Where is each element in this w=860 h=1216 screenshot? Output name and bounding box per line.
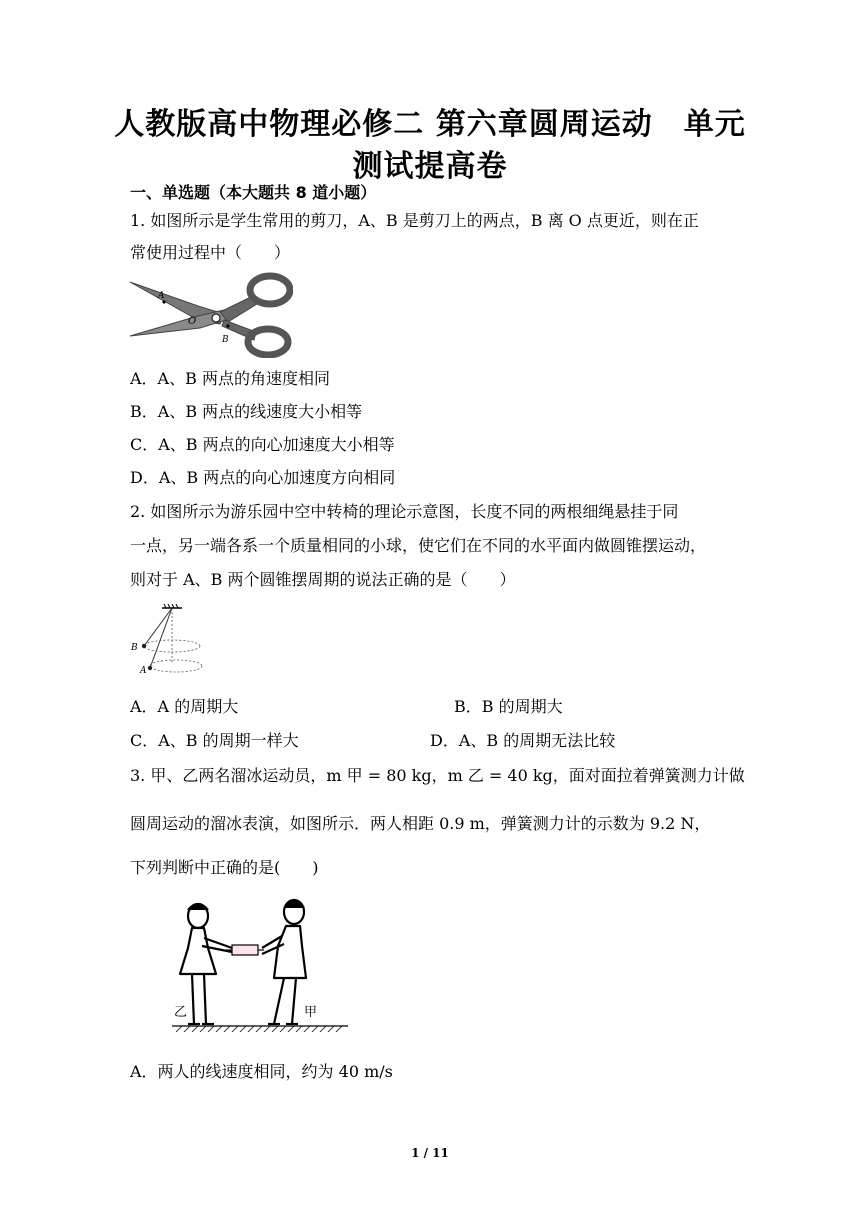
section-heading: 一、单选题（本大题共 8 道小题） [130,183,377,202]
scissors-label-a: A [158,291,165,301]
q3-stem-line-3: 下列判断中正确的是( ) [130,858,319,877]
q1-option-d: D．A、B 两点的向心加速度方向相同 [130,468,396,487]
q1-stem-line-1: 1. 如图所示是学生常用的剪刀，A、B 是剪刀上的两点，B 离 O 点更近，则在正 [130,211,699,230]
q3-stem-line-1: 3. 甲、乙两名溜冰运动员，m 甲 = 80 kg，m 乙 = 40 kg，面对面拉着弹簧测力计做 [130,766,745,785]
q1-option-a: A．A、B 两点的角速度相同 [130,369,330,388]
title-line-2: 测试提高卷 [352,149,508,184]
scissors-label-o: O [188,316,197,327]
title-line-1: 人教版高中物理必修二 第六章圆周运动 单元 [114,107,746,142]
document-title [100,104,760,188]
skater-label-jia: 甲 [304,1005,318,1020]
q3-stem-line-2: 圆周运动的溜冰表演，如图所示．两人相距 0.9 m，弹簧测力计的示数为 9.2 N， [130,814,711,833]
scissors-figure [128,272,293,358]
q2-option-a: A．A 的周期大 [130,697,239,716]
q3-option-a: A．两人的线速度相同，约为 40 m/s [130,1062,393,1081]
conical-pendulum-figure [128,602,208,678]
q2-stem-line-2: 一点，另一端各系一个质量相同的小球，使它们在不同的水平面内做圆锥摆运动， [130,536,707,555]
q2-stem-line-3: 则对于 A、B 两个圆锥摆周期的说法正确的是（ ） [130,570,516,589]
pendulum-label-b: B [131,643,138,653]
q2-option-c: C．A、B 的周期一样大 [130,731,299,750]
skaters-figure [170,896,350,1034]
q1-stem-line-2: 常使用过程中（ ） [130,243,291,262]
q2-option-b: B．B 的周期大 [454,697,563,716]
q1-option-b: B．A、B 两点的线速度大小相等 [130,402,363,421]
pendulum-label-a: A [140,666,147,676]
q2-option-d: D．A、B 的周期无法比较 [430,731,616,750]
page-number: 1 / 11 [411,1146,449,1160]
q1-option-c: C．A、B 两点的向心加速度大小相等 [130,435,395,454]
skater-label-yi: 乙 [174,1005,188,1020]
q2-stem-line-1: 2. 如图所示为游乐园中空中转椅的理论示意图，长度不同的两根细绳悬挂于同 [130,502,679,521]
scissors-label-b: B [222,335,229,345]
